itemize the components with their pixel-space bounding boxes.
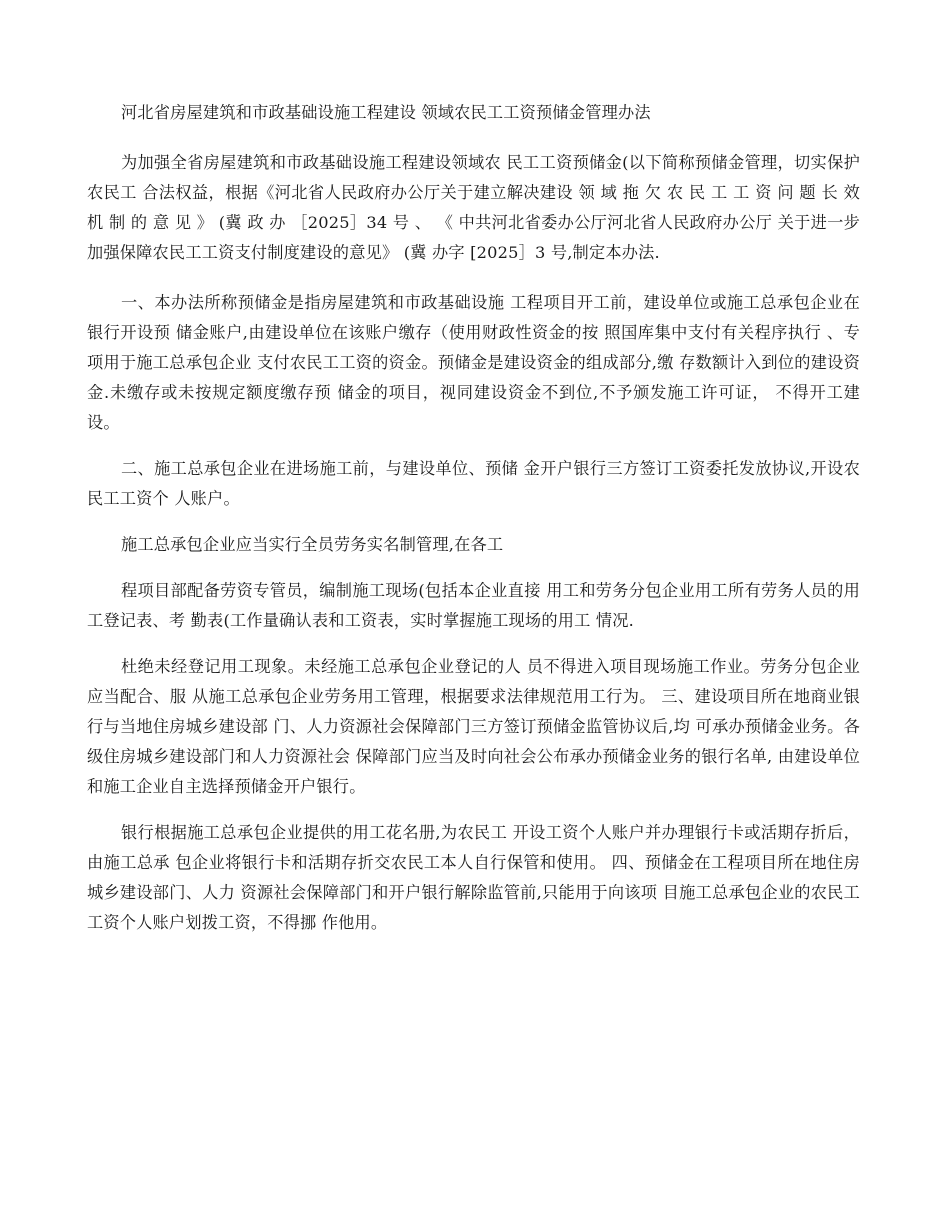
- document-title: 河北省房屋建筑和市政基础设施工程建设 领域农民工工资预储金管理办法: [121, 103, 651, 122]
- paragraph-article-3: 杜绝未经登记用工现象。未经施工总承包企业登记的人 员不得进入项目现场施工作业。劳务分包企业应当配合、服 从施工总承包企业劳务用工管理，根据要求法律规范用工行为。 三、建设项目所在地商业银行与当地住房城乡建设部 门、人力资源社会保障部门三方签订预储金监管协议后,均 可承办预储金业务。各级住房城乡建设部门和人力资源社会 保障部门应当及时向社会公布承办预储金业务的银行名单, 由建设单位和施工企业自主选择预储金开户银行。: [87, 657, 860, 796]
- paragraph-preamble: 为加强全省房屋建筑和市政基础设施工程建设领域农 民工工资预储金(以下简称预储金管理，切实保护农民工 合法权益，根据《河北省人民政府办公厅关于建立解决建设 领 域 拖 欠 农 民 工 工 资 问 题 长 效 机 制 的 意 见 》 (冀 政 办 ［2025］34 号 、 《 中共河北省委办公厅河北省人民政府办公厅 关于进一步加强保障农民工工资支付制度建设的意见》 (冀 办字 [2025］3 号,制定本办法.: [87, 153, 861, 262]
- paragraph-labor-manager: 程项目部配备劳资专管员，编制施工现场(包括本企业直接 用工和劳务分包企业用工所有劳务人员的用工登记表、考 勤表(工作量确认表和工资表，实时掌握施工现场的用工 情况.: [87, 581, 860, 630]
- paragraph-article-2: 二、施工总承包企业在进场施工前，与建设单位、预储 金开户银行三方签订工资委托发放协议,开设农民工工资个 人账户。: [87, 459, 860, 508]
- paragraph-article-4: 银行根据施工总承包企业提供的用工花名册,为农民工 开设工资个人账户并办理银行卡或活期存折后，由施工总承 包企业将银行卡和活期存折交农民工本人自行保管和使用。 四、预储金在工程项目所在地住房城乡建设部门、人力 资源社会保障部门和开户银行解除监管前,只能用于向该项 目施工总承包企业的农民工工资个人账户划拨工资，不得挪 作他用。: [87, 823, 860, 932]
- document-page: [87, 98, 860, 954]
- paragraph-realname-management: 施工总承包企业应当实行全员劳务实名制管理,在各工: [121, 535, 504, 554]
- paragraph-article-1: 一、本办法所称预储金是指房屋建筑和市政基础设施 工程项目开工前，建设单位或施工总承包企业在银行开设预 储金账户,由建设单位在该账户缴存（使用财政性资金的按 照国库集中支付有关程序执行 、专项用于施工总承包企业 支付农民工工资的资金。预储金是建设资金的组成部分,缴 存数额计入到位的建设资金.未缴存或未按规定额度缴存预 储金的项目，视同建设资金不到位,不予颁发施工许可证， 不得开工建设。: [87, 293, 860, 432]
